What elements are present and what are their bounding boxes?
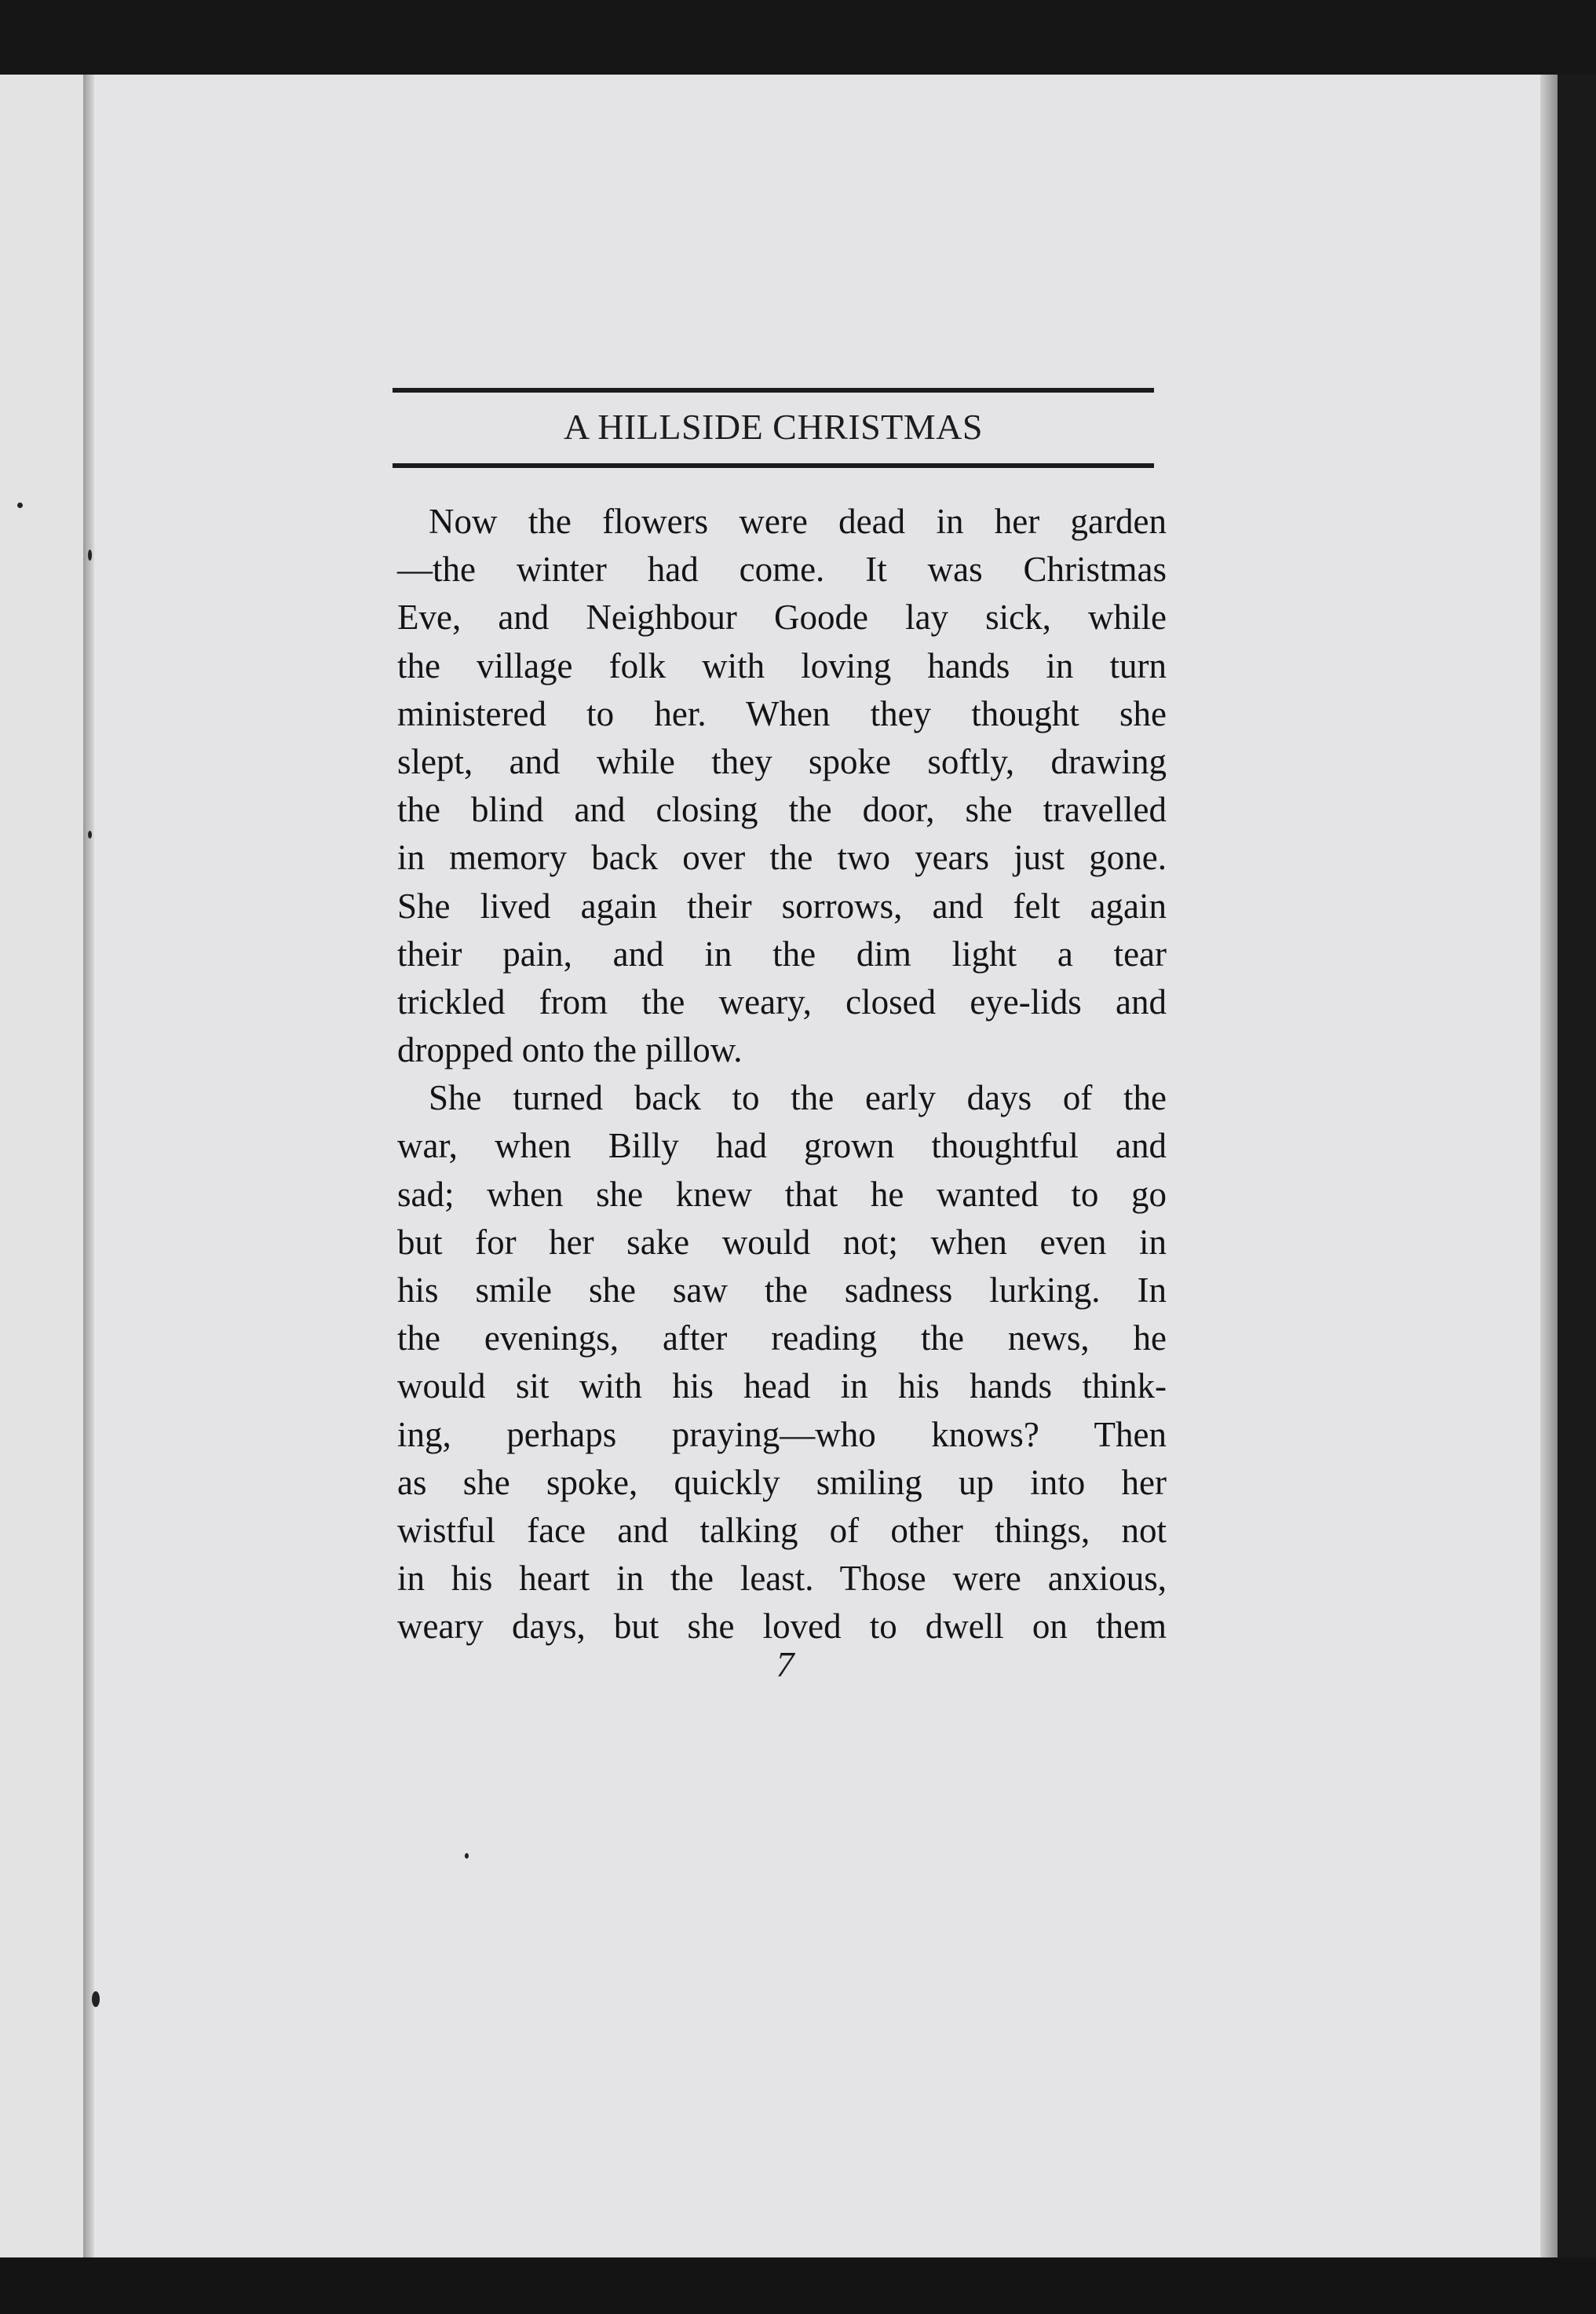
running-head-title: A HILLSIDE CHRISTMAS xyxy=(564,407,983,447)
text-line: ministered to her. When they thought she xyxy=(397,693,1167,733)
text-line: trickled from the weary, closed eye-lids and xyxy=(397,982,1167,1022)
header-rule-bottom xyxy=(393,463,1154,468)
dust-speck xyxy=(88,831,92,839)
text-line: —the winter had come. It was Christmas xyxy=(397,550,1167,590)
text-line: his smile she saw the sadness lurking. In xyxy=(397,1270,1167,1310)
text-line: slept, and while they spoke softly, drawing xyxy=(397,741,1167,781)
text-line: but for her sake would not; when even in xyxy=(397,1222,1167,1262)
text-line: She turned back to the early days of the xyxy=(429,1078,1167,1118)
text-line: wistful face and talking of other things, not xyxy=(397,1510,1167,1550)
text-line: in his heart in the least. Those were anxious, xyxy=(397,1559,1167,1599)
dust-speck xyxy=(88,550,92,561)
scan-top-border xyxy=(0,0,1596,75)
text-line: ing, perhaps praying—who knows? Then xyxy=(397,1414,1167,1454)
header-rule-top xyxy=(393,388,1154,393)
text-line: Eve, and Neighbour Goode lay sick, while xyxy=(397,598,1167,638)
text-line: sad; when she knew that he wanted to go xyxy=(397,1174,1167,1214)
running-header xyxy=(393,388,1154,473)
facing-page-edge xyxy=(0,75,88,2257)
book-gutter xyxy=(83,75,94,2257)
dust-speck xyxy=(17,503,23,508)
text-line: in memory back over the two years just gone. xyxy=(397,838,1167,878)
text-line: as she spoke, quickly smiling up into her xyxy=(397,1462,1167,1502)
dust-speck xyxy=(465,1853,469,1859)
scan-bottom-border xyxy=(0,2257,1596,2314)
text-line: She lived again their sorrows, and felt again xyxy=(397,886,1167,926)
text-line: dropped onto the pillow. xyxy=(397,1030,743,1070)
page-edge-shadow xyxy=(1540,75,1558,2257)
text-line: war, when Billy had grown thoughtful and xyxy=(397,1126,1167,1166)
page-number: 7 xyxy=(776,1644,794,1684)
text-line: Now the flowers were dead in her garden xyxy=(429,502,1167,541)
text-line: weary days, but she loved to dwell on them xyxy=(397,1607,1167,1647)
text-line: the village folk with loving hands in turn xyxy=(397,645,1167,685)
text-line: the evenings, after reading the news, he xyxy=(397,1318,1167,1358)
text-line: the blind and closing the door, she travelled xyxy=(397,790,1167,830)
dust-speck xyxy=(92,1991,100,2007)
body-text xyxy=(397,498,1167,1651)
text-line: would sit with his head in his hands think- xyxy=(397,1366,1167,1406)
text-line: their pain, and in the dim light a tear xyxy=(397,934,1167,974)
